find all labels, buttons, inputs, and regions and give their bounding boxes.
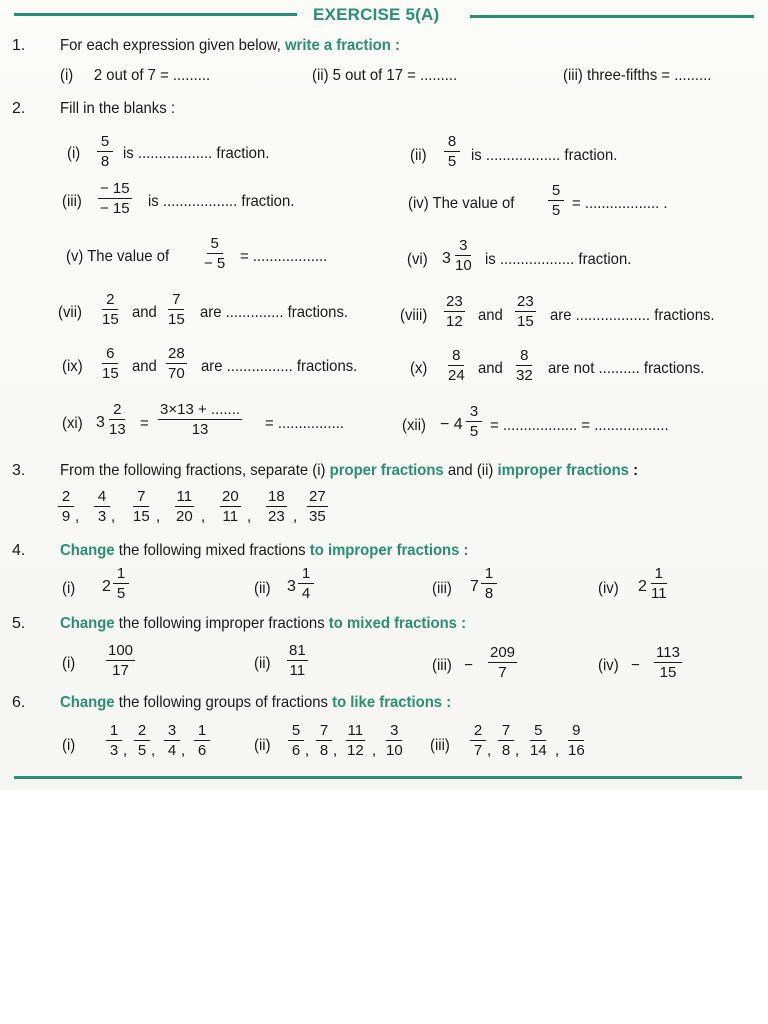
q2-xi-fraction: [107, 401, 128, 438]
numerator: 20: [222, 488, 239, 505]
denominator: 70: [168, 365, 185, 382]
denominator: 3: [109, 742, 119, 759]
q5-ii-label: (ii): [254, 655, 271, 672]
q1-part-iii-text: three-fifths = .........: [586, 67, 712, 84]
q2-v-label-text: (v): [66, 248, 84, 265]
q2-vi-label: (vi): [407, 251, 428, 268]
numerator: 27: [309, 488, 326, 505]
numerator: 2: [470, 722, 486, 741]
denominator: 10: [386, 742, 403, 759]
denominator: 5: [551, 202, 561, 219]
q4-ii-fraction: [298, 565, 314, 602]
q6-prompt: [60, 694, 451, 712]
q3-prompt-improper: improper fractions: [497, 462, 629, 479]
q1-prompt: [60, 37, 400, 55]
numerator: 1: [106, 722, 122, 741]
numerator: − 15: [100, 180, 130, 197]
denominator: 14: [530, 742, 547, 759]
header-rule-right: [470, 15, 754, 18]
q2-xii-label: (xii): [402, 417, 426, 434]
comma: ,: [123, 742, 128, 759]
q2-viii-fraction-1: [444, 293, 465, 330]
denominator: 5: [469, 423, 479, 440]
q2-xi-equals: =: [140, 415, 149, 432]
numerator: 23: [446, 293, 463, 310]
q3-prompt-pre: From the following fractions, separate (i): [60, 462, 326, 479]
q4-prompt-mid: the following mixed fractions: [118, 542, 306, 559]
q6-iii-fraction-1: [470, 722, 486, 759]
numerator: 3×13 + .......: [160, 401, 241, 418]
q2-iv-fraction: [548, 182, 564, 219]
denominator: 5: [137, 742, 147, 759]
q2-iv-label: [408, 195, 514, 213]
q1-part-i: [60, 67, 210, 85]
q2-ix-text: are ................ fractions.: [201, 358, 358, 375]
q6-iii-fraction-3: [528, 722, 549, 759]
q6-prompt-target: to like fractions :: [332, 694, 452, 711]
denominator: 3: [97, 508, 107, 525]
q4-prompt-target: to improper fractions :: [309, 542, 469, 559]
numerator: 8: [516, 347, 532, 366]
q2-vii-fraction-2: [166, 291, 187, 328]
numerator: 1: [298, 565, 314, 584]
q5-prompt-mid: the following improper fractions: [118, 615, 325, 632]
q6-iii-fraction-2: [498, 722, 514, 759]
numerator: 2: [58, 488, 74, 507]
q1-prompt-text: For each expression given below,: [60, 37, 281, 54]
q3-fraction-2: [94, 488, 110, 525]
q2-xii-text: = .................. = ..................: [490, 417, 669, 434]
q6-number: 6.: [12, 694, 26, 711]
numerator: 81: [289, 642, 306, 659]
q5-iv-label: [598, 657, 640, 675]
q5-prompt-change: Change: [60, 615, 115, 632]
q2-iii-fraction: [98, 180, 132, 217]
numerator: 3: [164, 722, 180, 741]
q2-viii-text: are .................. fractions.: [550, 307, 715, 324]
denominator: 10: [455, 257, 472, 274]
q5-number: 5.: [12, 615, 26, 632]
q4-prompt-change: Change: [60, 542, 115, 559]
numerator: 5: [288, 722, 304, 741]
numerator: 1: [113, 565, 129, 584]
q2-xi-text: = ................: [265, 415, 344, 432]
numerator: 3: [455, 237, 471, 256]
numerator: 1: [651, 565, 667, 584]
denominator: 6: [197, 742, 207, 759]
comma: ,: [515, 742, 520, 759]
q6-iii-label: (iii): [430, 737, 450, 754]
denominator: 15: [659, 664, 677, 681]
q6-ii-fraction-2: [316, 722, 332, 759]
q3-fraction-7: [307, 488, 328, 525]
comma: ,: [201, 508, 206, 525]
comma: ,: [247, 508, 252, 525]
q2-viii-fraction-2: [515, 293, 536, 330]
numerator: 9: [568, 722, 584, 741]
comma: ,: [555, 742, 560, 759]
q2-iii-label: (iii): [62, 193, 82, 210]
comma: ,: [293, 508, 298, 525]
numerator: 8: [444, 133, 460, 152]
exercise-title: EXERCISE 5(A): [313, 5, 440, 24]
comma: ,: [305, 742, 310, 759]
q1-number: 1.: [12, 37, 26, 54]
denominator: 12: [347, 742, 364, 759]
q2-xi-fraction-expanded: [158, 401, 242, 438]
q2-x-fraction-2: [514, 347, 535, 384]
q2-iii-text: is .................. fraction.: [148, 193, 295, 210]
q3-number: 3.: [12, 462, 26, 479]
numerator: 7: [498, 722, 514, 741]
comma: ,: [111, 508, 116, 525]
denominator: 5: [116, 585, 126, 602]
q4-iii-fraction: [481, 565, 497, 602]
q5-ii-fraction: [287, 642, 308, 679]
numerator: 11: [176, 488, 193, 505]
denominator: 11: [222, 508, 239, 525]
numerator: 7: [133, 488, 149, 507]
denominator: 17: [112, 662, 129, 679]
denominator: 15: [168, 311, 185, 328]
q3-prompt-colon: :: [633, 462, 639, 479]
q3-prompt: [60, 462, 638, 480]
comma: ,: [487, 742, 492, 759]
comma: ,: [333, 742, 338, 759]
q5-iii-sign: −: [464, 657, 473, 674]
q1-part-ii: [312, 67, 457, 85]
numerator: 2: [109, 401, 125, 420]
numerator: 11: [347, 722, 364, 739]
q3-prompt-mid: and (ii): [447, 462, 494, 479]
q3-fraction-1: [58, 488, 74, 525]
denominator: 9: [61, 508, 71, 525]
q6-prompt-change: Change: [60, 694, 115, 711]
denominator: 20: [176, 508, 193, 525]
q2-xi-whole: 3: [96, 414, 105, 431]
q2-ix-fraction-2: [166, 345, 187, 382]
numerator: 7: [316, 722, 332, 741]
q2-v-text: = ..................: [240, 248, 328, 265]
q6-ii-fraction-1: [288, 722, 304, 759]
q5-iii-label-text: (iii): [432, 657, 452, 674]
denominator: 6: [291, 742, 301, 759]
q1-prompt-highlight: write a fraction :: [284, 37, 400, 54]
denominator: 8: [484, 585, 494, 602]
denominator: 15: [102, 311, 119, 328]
numerator: 7: [168, 291, 184, 310]
q6-i-fraction-1: [106, 722, 122, 759]
denominator: 12: [446, 313, 463, 330]
header-rule-left: [14, 13, 297, 16]
q2-xii-whole: − 4: [440, 416, 463, 433]
q6-i-fraction-4: [194, 722, 210, 759]
q6-ii-label: (ii): [254, 737, 271, 754]
q2-viii-label: (viii): [400, 307, 428, 324]
q5-iii-fraction: [488, 644, 517, 681]
denominator: 8: [319, 742, 329, 759]
comma: ,: [372, 742, 377, 759]
q2-vii-label: (vii): [58, 304, 82, 321]
q2-xi-label: (xi): [62, 415, 83, 432]
q2-ii-fraction: [444, 133, 460, 170]
q4-i-fraction: [113, 565, 129, 602]
q4-iii-whole: 7: [470, 578, 479, 595]
q2-v-pre: The value of: [87, 248, 170, 265]
q3-fraction-4: [174, 488, 195, 525]
numerator: 100: [108, 642, 134, 659]
q2-vii-and: and: [132, 304, 157, 321]
q1-part-i-label: (i): [60, 67, 74, 84]
q3-prompt-proper: proper fractions: [329, 462, 444, 479]
numerator: 3: [466, 403, 482, 422]
denominator: 13: [191, 421, 209, 438]
q6-i-fraction-2: [134, 722, 150, 759]
q4-iii-label: (iii): [432, 580, 452, 597]
q2-prompt: Fill in the blanks :: [60, 100, 175, 117]
q4-ii-whole: 3: [287, 578, 296, 595]
q2-v-label: [66, 248, 169, 266]
q1-part-i-text: 2 out of 7 = .........: [93, 67, 211, 84]
q2-vi-whole: 3: [442, 250, 451, 267]
numerator: 5: [530, 722, 546, 741]
denominator: 15: [517, 313, 534, 330]
q6-iii-fraction-4: [566, 722, 587, 759]
q6-ii-fraction-3: [345, 722, 366, 759]
denominator: 11: [289, 662, 306, 679]
comma: ,: [156, 508, 161, 525]
q5-i-label: (i): [62, 655, 76, 672]
comma: ,: [181, 742, 186, 759]
q2-x-fraction-1: [446, 347, 467, 384]
q2-ii-text: is .................. fraction.: [471, 147, 618, 164]
denominator: − 5: [204, 255, 226, 272]
q2-vii-fraction-1: [100, 291, 121, 328]
q1-part-ii-text: 5 out of 17 = .........: [332, 67, 458, 84]
q5-iv-fraction: [654, 644, 682, 681]
numerator: 3: [386, 722, 402, 741]
denominator: 4: [167, 742, 177, 759]
q4-ii-label: (ii): [254, 580, 271, 597]
q2-iv-text: = .................. .: [572, 195, 668, 212]
q2-ix-fraction-1: [100, 345, 121, 382]
numerator: 113: [656, 644, 680, 661]
q2-vii-text: are .............. fractions.: [200, 304, 349, 321]
numerator: 6: [102, 345, 118, 364]
denominator: 15: [102, 365, 119, 382]
denominator: 4: [301, 585, 311, 602]
q2-vi-fraction: [453, 237, 474, 274]
q2-i-text: is .................. fraction.: [123, 145, 270, 162]
q2-iv-pre: The value of: [432, 195, 515, 212]
q2-ix-and: and: [132, 358, 157, 375]
denominator: 32: [516, 367, 533, 384]
numerator: 5: [207, 235, 223, 254]
q4-i-label: (i): [62, 580, 76, 597]
denominator: − 15: [100, 200, 130, 217]
denominator: 5: [447, 153, 457, 170]
numerator: 8: [448, 347, 464, 366]
q3-fraction-6: [266, 488, 287, 525]
numerator: 4: [94, 488, 110, 507]
q5-iv-sign: −: [631, 657, 640, 674]
q5-prompt-target: to mixed fractions :: [328, 615, 467, 632]
numerator: 1: [194, 722, 210, 741]
q2-x-and: and: [478, 360, 503, 377]
q2-vi-text: is .................. fraction.: [485, 251, 632, 268]
q6-prompt-mid: the following groups of fractions: [118, 694, 328, 711]
q2-xii-fraction: [466, 403, 482, 440]
footer-rule: [14, 776, 742, 779]
numerator: 1: [481, 565, 497, 584]
q2-iv-label-text: (iv): [408, 195, 429, 212]
numerator: 23: [517, 293, 534, 310]
q3-fraction-3: [131, 488, 152, 525]
denominator: 13: [109, 421, 126, 438]
q4-number: 4.: [12, 542, 26, 559]
comma: ,: [151, 742, 156, 759]
q6-ii-fraction-4: [384, 722, 405, 759]
q2-number: 2.: [12, 100, 26, 117]
q2-i-fraction: [97, 133, 113, 170]
numerator: 2: [102, 291, 118, 310]
q4-prompt: [60, 542, 469, 560]
comma: ,: [75, 508, 80, 525]
q2-x-text: are not .......... fractions.: [548, 360, 705, 377]
denominator: 11: [651, 585, 667, 602]
numerator: 28: [168, 345, 185, 362]
denominator: 8: [501, 742, 511, 759]
q2-x-label: (x): [410, 360, 428, 377]
denominator: 24: [448, 367, 465, 384]
q4-i-whole: 2: [102, 578, 111, 595]
denominator: 7: [498, 664, 507, 681]
q2-v-fraction: [202, 235, 227, 272]
q1-part-ii-label: (ii): [312, 67, 329, 84]
denominator: 7: [473, 742, 483, 759]
q5-i-fraction: [106, 642, 135, 679]
q2-viii-and: and: [478, 307, 503, 324]
q3-fraction-5: [220, 488, 241, 525]
numerator: 5: [548, 182, 564, 201]
numerator: 5: [97, 133, 113, 152]
q4-iv-fraction: [649, 565, 669, 602]
q4-iv-whole: 2: [638, 578, 647, 595]
denominator: 8: [100, 153, 110, 170]
q1-part-iii-label: (iii): [563, 67, 583, 84]
denominator: 15: [133, 508, 150, 525]
q5-iii-label: [432, 657, 473, 675]
q2-ii-label: (ii): [410, 147, 427, 164]
q2-i-label: (i): [67, 145, 81, 162]
q6-i-label: (i): [62, 737, 76, 754]
q4-iv-label: (iv): [598, 580, 619, 597]
q5-iv-label-text: (iv): [598, 657, 619, 674]
numerator: 209: [490, 644, 516, 661]
q6-i-fraction-3: [164, 722, 180, 759]
denominator: 23: [268, 508, 285, 525]
denominator: 16: [568, 742, 585, 759]
numerator: 18: [268, 488, 285, 505]
q5-prompt: [60, 615, 466, 633]
numerator: 2: [134, 722, 150, 741]
q1-part-iii: [563, 67, 711, 85]
q2-ix-label: (ix): [62, 358, 83, 375]
denominator: 35: [309, 508, 326, 525]
